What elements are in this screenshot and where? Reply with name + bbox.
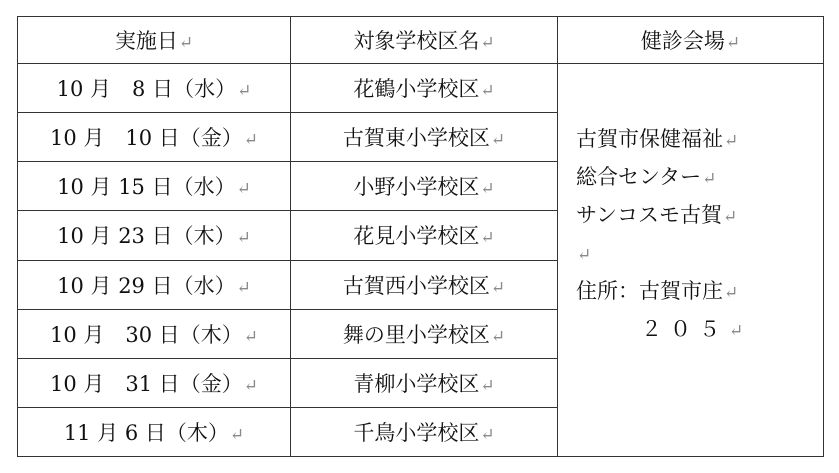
- paragraph-mark-icon: ↵: [480, 81, 495, 102]
- date-cell: 10 月 10 日（金）↵: [18, 113, 291, 162]
- date-cell: 11 月 6 日（木）↵: [18, 407, 291, 456]
- date-cell: 10 月 30 日（木）↵: [18, 309, 291, 358]
- paragraph-mark-icon: ↵: [724, 131, 739, 151]
- paragraph-mark-icon: ↵: [236, 228, 251, 249]
- paragraph-mark-icon: ↵: [490, 326, 506, 347]
- header-date: 実施日↵: [18, 17, 291, 64]
- paragraph-mark-icon: ↵: [490, 130, 506, 151]
- date-cell: 10 月 15 日（水）↵: [18, 162, 291, 211]
- date-cell: 10 月 29 日（水）↵: [18, 260, 291, 309]
- paragraph-mark-icon: ↵: [480, 375, 495, 396]
- header-school-district: 対象学校区名↵: [291, 17, 558, 64]
- paragraph-mark-icon: ↵: [490, 277, 506, 298]
- header-venue: 健診会場↵: [558, 17, 824, 64]
- venue-cell: [558, 64, 824, 457]
- paragraph-mark-icon: ↵: [243, 326, 259, 347]
- venue-line: ２０５↵: [641, 317, 752, 341]
- paragraph-mark-icon: ↵: [243, 130, 259, 151]
- paragraph-mark-icon: ↵: [236, 277, 251, 298]
- date-cell: 10 月 23 日（木）↵: [18, 211, 291, 260]
- venue-line: サンコスモ古賀↵: [576, 203, 738, 227]
- school-cell: 古賀西小学校区↵: [291, 260, 558, 309]
- venue-line: 古賀市保健福祉↵: [576, 127, 739, 151]
- school-cell: 青柳小学校区↵: [291, 358, 558, 407]
- date-cell: 10 月 8 日（水）↵: [18, 64, 291, 113]
- table-row: [18, 64, 824, 113]
- schedule-table: [17, 16, 824, 457]
- venue-line: 住所：古賀市庄↵: [576, 279, 739, 303]
- paragraph-mark-icon: ↵: [480, 179, 495, 200]
- school-cell: 古賀東小学校区↵: [291, 113, 558, 162]
- school-cell: 小野小学校区↵: [291, 162, 558, 211]
- paragraph-mark-icon: ↵: [480, 228, 495, 249]
- paragraph-mark-icon: ↵: [702, 169, 717, 189]
- paragraph-mark-icon: ↵: [237, 81, 252, 102]
- paragraph-mark-icon: ↵: [480, 33, 495, 53]
- paragraph-mark-icon: ↵: [724, 283, 739, 303]
- header-row: [18, 17, 824, 64]
- paragraph-mark-icon: ↵: [722, 207, 738, 227]
- school-cell: 舞の里小学校区↵: [291, 309, 558, 358]
- paragraph-mark-icon: ↵: [480, 424, 495, 445]
- paragraph-mark-icon: ↵: [725, 33, 741, 53]
- venue-line: [576, 234, 823, 272]
- date-cell: 10 月 31 日（金）↵: [18, 358, 291, 407]
- school-cell: 千鳥小学校区↵: [291, 407, 558, 456]
- paragraph-mark-icon: ↵: [243, 375, 259, 396]
- school-cell: 花鶴小学校区↵: [291, 64, 558, 113]
- paragraph-mark-icon: ↵: [236, 179, 251, 200]
- paragraph-mark-icon: ↵: [577, 245, 592, 265]
- paragraph-mark-icon: ↵: [729, 321, 752, 341]
- school-cell: 花見小学校区↵: [291, 211, 558, 260]
- paragraph-mark-icon: ↵: [229, 424, 245, 445]
- venue-line: 総合センター↵: [576, 165, 717, 189]
- paragraph-mark-icon: ↵: [178, 33, 194, 53]
